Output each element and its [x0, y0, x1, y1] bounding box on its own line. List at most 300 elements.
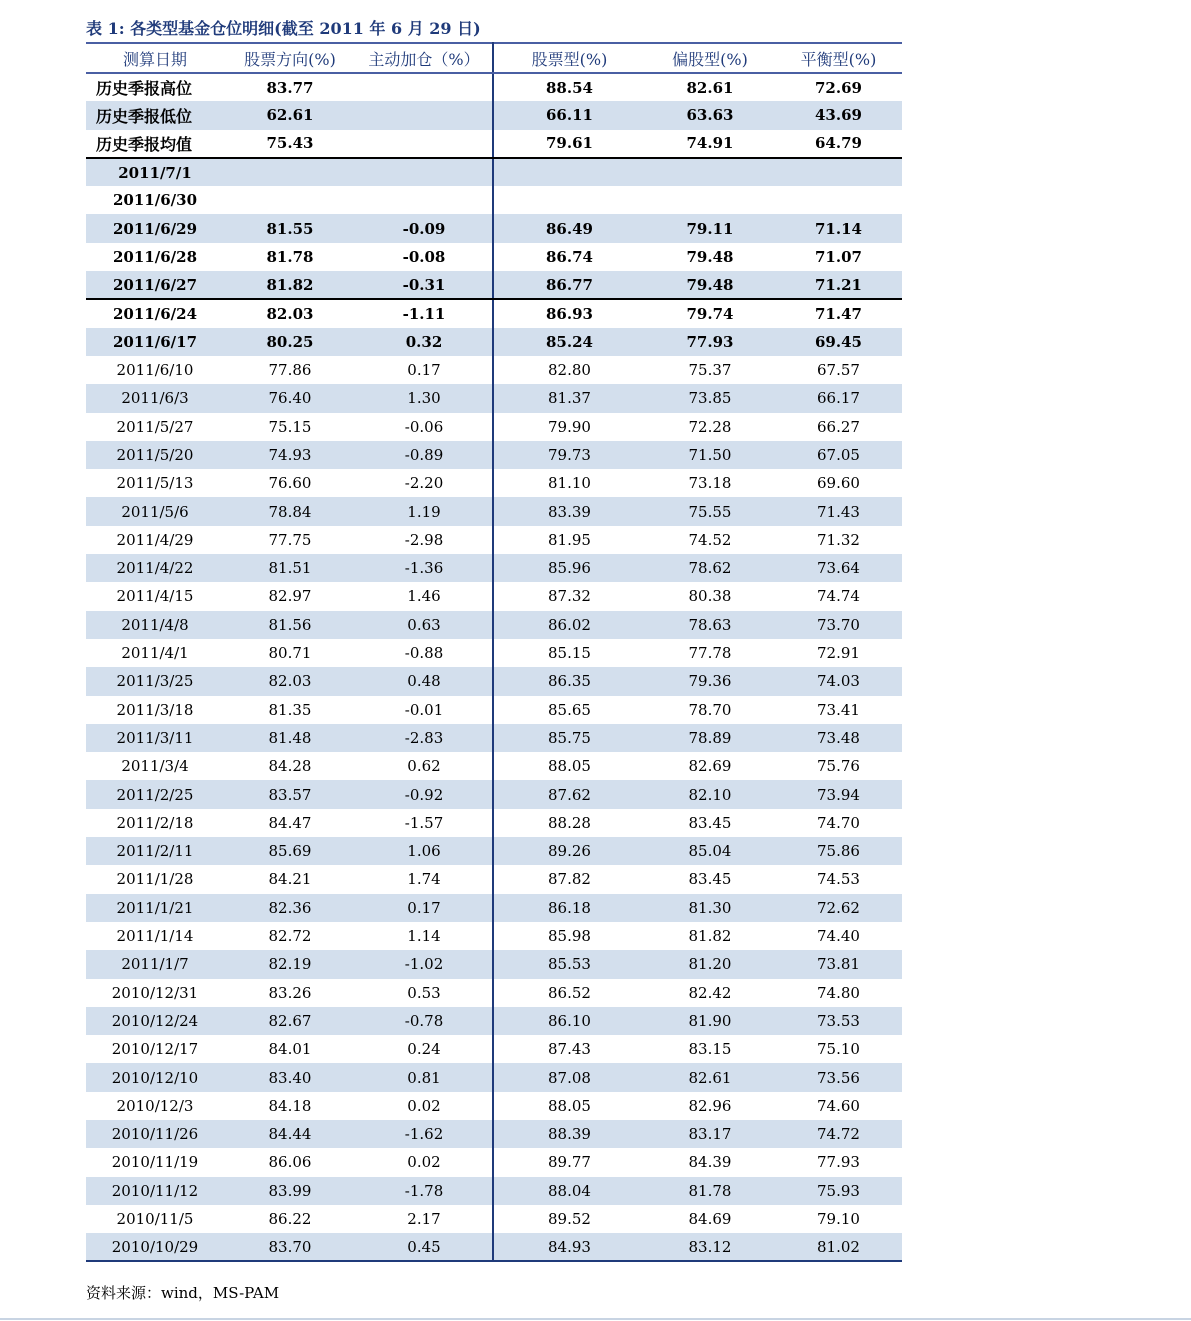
stock-direction-cell: 84.21	[268, 870, 312, 889]
date-cell: 2011/6/28	[112, 247, 198, 266]
equity-biased-cell: 81.30	[645, 894, 775, 922]
equity-biased-cell: 75.37	[688, 361, 732, 380]
balanced-cell: 75.93	[775, 1177, 902, 1205]
balanced-cell: 74.03	[775, 667, 902, 695]
date-cell: 2011/6/17	[86, 328, 224, 356]
date-cell: 2010/12/17	[111, 1040, 199, 1059]
equity-biased-cell: 83.17	[645, 1120, 775, 1148]
stock-type-cell: 87.32	[548, 587, 591, 606]
stock-type-cell: 88.39	[493, 1120, 645, 1148]
stock-direction-cell: 77.75	[268, 530, 312, 549]
stock-direction-cell: 81.78	[266, 247, 314, 266]
stock-direction-cell: 80.71	[268, 644, 312, 663]
stock-type-cell: 85.98	[548, 927, 591, 946]
stock-type-cell: 79.61	[493, 130, 645, 158]
balanced-cell: 74.40	[817, 927, 860, 946]
equity-biased-cell: 84.39	[688, 1153, 732, 1172]
active-increase-cell: 0.63	[356, 611, 493, 639]
equity-biased-cell: 78.63	[645, 611, 775, 639]
date-cell: 2011/6/27	[86, 271, 224, 299]
equity-biased-cell: 84.69	[688, 1210, 732, 1229]
balanced-cell: 66.27	[817, 417, 860, 436]
balanced-cell: 75.10	[817, 1040, 860, 1059]
table-row	[86, 356, 902, 384]
active-increase-cell: 0.32	[356, 328, 493, 356]
date-cell: 2011/2/25	[86, 780, 224, 808]
balanced-cell: 74.60	[817, 1096, 860, 1115]
table-row	[86, 441, 902, 469]
active-increase-cell: 0.45	[356, 1233, 493, 1261]
stock-type-cell: 81.95	[548, 530, 591, 549]
active-increase-cell: 0.17	[356, 894, 493, 922]
stock-type-cell: 88.04	[493, 1177, 645, 1205]
balanced-cell: 69.45	[775, 328, 902, 356]
date-cell: 2011/6/10	[116, 361, 194, 380]
stock-direction-cell: 83.77	[266, 78, 314, 97]
active-increase-cell: 1.46	[356, 582, 493, 610]
equity-biased-cell: 82.69	[688, 757, 732, 776]
balanced-cell: 69.60	[817, 474, 860, 493]
date-cell: 2011/5/27	[116, 417, 194, 436]
balanced-cell: 71.21	[775, 271, 902, 299]
stock-direction-cell: 83.70	[224, 1233, 356, 1261]
balanced-cell: 67.57	[817, 361, 860, 380]
table-row	[86, 696, 902, 724]
table-row	[86, 582, 902, 610]
table-row	[86, 1063, 902, 1091]
date-cell: 2011/4/29	[116, 530, 194, 549]
table-row	[86, 639, 902, 667]
equity-biased-cell: 85.04	[645, 837, 775, 865]
stock-type-cell: 87.82	[548, 870, 591, 889]
stock-direction-cell	[224, 186, 356, 214]
active-increase-cell: -0.92	[356, 780, 493, 808]
table-row	[86, 837, 902, 865]
table-row	[86, 1205, 902, 1233]
table-row	[86, 526, 902, 554]
table-row	[86, 724, 902, 752]
equity-biased-cell	[645, 186, 775, 214]
stock-direction-cell: 84.28	[268, 757, 312, 776]
date-cell: 2011/3/4	[121, 757, 189, 776]
table-row	[86, 809, 902, 837]
summary-row	[86, 73, 902, 101]
active-increase-cell: -0.09	[356, 214, 493, 242]
balanced-cell: 71.43	[775, 497, 902, 525]
equity-biased-cell: 75.55	[645, 497, 775, 525]
stock-type-cell	[493, 158, 645, 186]
stock-direction-cell: 84.18	[268, 1096, 312, 1115]
table-row	[86, 413, 902, 441]
stock-type-cell: 89.77	[548, 1153, 591, 1172]
date-cell: 2011/3/18	[116, 700, 194, 719]
equity-biased-cell: 81.90	[645, 1007, 775, 1035]
date-cell: 2011/4/22	[86, 554, 224, 582]
stock-type-cell: 88.54	[546, 78, 593, 97]
date-cell: 2011/7/1	[86, 158, 224, 186]
stock-direction-cell: 82.72	[268, 927, 312, 946]
summary-row	[86, 130, 902, 158]
active-increase-cell: -0.06	[356, 413, 493, 441]
balanced-cell	[775, 158, 902, 186]
balanced-cell: 74.80	[817, 983, 860, 1002]
active-increase-cell: -0.88	[356, 639, 493, 667]
table-row	[86, 611, 902, 639]
balanced-cell: 73.56	[775, 1063, 902, 1091]
stock-direction-cell: 83.99	[224, 1177, 356, 1205]
date-cell: 2010/11/19	[111, 1153, 199, 1172]
stock-direction-cell: 62.61	[224, 101, 356, 129]
table-row	[86, 1120, 902, 1148]
active-increase-cell: 1.19	[356, 497, 493, 525]
date-cell: 2010/11/5	[116, 1210, 194, 1229]
active-increase-cell: 0.48	[356, 667, 493, 695]
table-row	[86, 1148, 902, 1176]
table-row	[86, 497, 902, 525]
header-date: 测算日期	[86, 43, 224, 73]
table-row	[86, 1233, 902, 1261]
active-increase-cell: 0.81	[356, 1063, 493, 1091]
balanced-cell: 72.91	[817, 644, 860, 663]
balanced-cell: 71.14	[775, 214, 902, 242]
stock-type-cell: 86.74	[546, 247, 593, 266]
equity-biased-cell: 82.96	[688, 1096, 732, 1115]
stock-type-cell: 81.37	[493, 384, 645, 412]
active-increase-cell	[356, 101, 493, 129]
active-increase-cell: -1.36	[356, 554, 493, 582]
stock-type-cell: 87.08	[493, 1063, 645, 1091]
date-cell: 2011/1/14	[116, 927, 194, 946]
stock-type-cell: 86.77	[493, 271, 645, 299]
stock-direction-cell: 85.69	[224, 837, 356, 865]
balanced-cell: 73.53	[775, 1007, 902, 1035]
equity-biased-cell: 83.12	[645, 1233, 775, 1261]
date-cell: 2011/1/28	[116, 870, 194, 889]
stock-direction-cell: 82.03	[224, 667, 356, 695]
stock-direction-cell: 77.86	[268, 361, 312, 380]
balanced-cell: 71.07	[815, 247, 862, 266]
date-cell: 2010/11/12	[86, 1177, 224, 1205]
active-increase-cell: 1.06	[356, 837, 493, 865]
stock-type-cell: 86.49	[493, 214, 645, 242]
equity-biased-cell: 74.52	[688, 530, 732, 549]
table-row	[86, 328, 902, 356]
active-increase-cell: 1.30	[356, 384, 493, 412]
stock-type-cell: 86.18	[493, 894, 645, 922]
table-row	[86, 1035, 902, 1063]
balanced-cell: 73.81	[775, 950, 902, 978]
stock-direction-cell: 81.55	[224, 214, 356, 242]
equity-biased-cell: 83.45	[688, 870, 732, 889]
table-row	[86, 554, 902, 582]
stock-type-cell: 85.65	[548, 700, 591, 719]
header-stock-direction: 股票方向(%)	[224, 43, 356, 73]
active-increase-cell	[356, 158, 493, 186]
balanced-cell: 74.70	[817, 813, 860, 832]
stock-type-cell: 86.02	[493, 611, 645, 639]
active-increase-cell: -1.57	[356, 809, 493, 837]
equity-biased-cell: 73.85	[645, 384, 775, 412]
active-increase-cell: -2.83	[356, 724, 493, 752]
stock-direction-cell: 75.15	[268, 417, 312, 436]
stock-type-cell: 86.93	[546, 305, 593, 324]
equity-biased-cell: 79.48	[645, 271, 775, 299]
balanced-cell: 74.53	[817, 870, 860, 889]
stock-type-cell: 85.75	[493, 724, 645, 752]
balanced-cell: 71.47	[815, 305, 862, 324]
active-increase-cell	[356, 130, 493, 158]
stock-direction-cell	[224, 158, 356, 186]
stock-type-cell: 83.39	[493, 497, 645, 525]
date-cell: 2011/4/1	[121, 644, 189, 663]
equity-biased-cell: 71.50	[645, 441, 775, 469]
stock-direction-cell: 76.60	[268, 474, 312, 493]
active-increase-cell: -0.01	[356, 696, 493, 724]
stock-direction-cell: 82.19	[224, 950, 356, 978]
equity-biased-cell: 74.91	[645, 130, 775, 158]
stock-direction-cell: 86.06	[268, 1153, 312, 1172]
active-increase-cell: -1.02	[356, 950, 493, 978]
balanced-cell: 73.64	[775, 554, 902, 582]
table-row	[86, 865, 902, 893]
active-increase-cell: -2.20	[356, 469, 493, 497]
balanced-cell: 79.10	[817, 1210, 860, 1229]
stock-direction-cell: 84.44	[224, 1120, 356, 1148]
stock-type-cell: 86.52	[548, 983, 591, 1002]
table-row	[86, 1177, 902, 1205]
stock-direction-cell: 84.47	[268, 813, 312, 832]
summary-row	[86, 101, 902, 129]
stock-type-cell: 88.28	[548, 813, 591, 832]
date-cell: 2011/1/7	[86, 950, 224, 978]
stock-type-cell: 79.73	[493, 441, 645, 469]
balanced-cell: 72.62	[775, 894, 902, 922]
table-row	[86, 780, 902, 808]
equity-biased-cell: 82.61	[686, 78, 734, 97]
date-cell: 2011/4/8	[86, 611, 224, 639]
stock-type-cell: 87.62	[493, 780, 645, 808]
active-increase-cell: 1.74	[356, 865, 493, 893]
date-cell: 2011/6/24	[112, 305, 198, 324]
stock-direction-cell: 82.36	[224, 894, 356, 922]
active-increase-cell: 0.62	[356, 752, 493, 780]
equity-biased-cell	[645, 158, 775, 186]
stock-direction-cell: 84.01	[268, 1040, 312, 1059]
table-row	[86, 979, 902, 1007]
stock-type-cell: 88.05	[548, 757, 591, 776]
date-cell: 2011/5/20	[86, 441, 224, 469]
table-row	[86, 1092, 902, 1120]
stock-direction-cell: 75.43	[224, 130, 356, 158]
balanced-cell: 73.41	[817, 700, 860, 719]
header-balanced: 平衡型(%)	[775, 43, 902, 73]
stock-direction-cell: 83.40	[224, 1063, 356, 1091]
equity-biased-cell: 79.74	[686, 305, 734, 324]
equity-biased-cell: 78.62	[645, 554, 775, 582]
balanced-cell: 73.70	[775, 611, 902, 639]
stock-type-cell: 85.15	[548, 644, 591, 663]
equity-biased-cell: 77.93	[645, 328, 775, 356]
stock-type-cell: 89.52	[548, 1210, 591, 1229]
equity-biased-cell: 82.42	[688, 983, 732, 1002]
table-row	[86, 950, 902, 978]
balanced-cell: 74.72	[775, 1120, 902, 1148]
stock-direction-cell: 80.25	[224, 328, 356, 356]
table-row	[86, 667, 902, 695]
source-note: 资料来源：wind，MS-PAM	[86, 1284, 280, 1302]
balanced-cell: 72.69	[815, 78, 862, 97]
stock-direction-cell: 86.22	[268, 1210, 312, 1229]
table-row	[86, 158, 902, 186]
active-increase-cell	[356, 186, 493, 214]
date-cell: 2011/6/3	[86, 384, 224, 412]
date-cell: 历史季报高位	[96, 79, 193, 99]
date-cell: 2011/6/29	[86, 214, 224, 242]
equity-biased-cell: 63.63	[645, 101, 775, 129]
date-cell: 2011/3/25	[86, 667, 224, 695]
date-cell: 2011/1/21	[86, 894, 224, 922]
table-row	[86, 299, 902, 327]
table-row	[86, 922, 902, 950]
stock-direction-cell: 81.48	[224, 724, 356, 752]
active-increase-cell: 0.17	[356, 356, 493, 384]
equity-biased-cell: 81.82	[688, 927, 732, 946]
active-increase-cell	[356, 73, 493, 101]
stock-type-cell: 85.53	[493, 950, 645, 978]
balanced-cell: 74.74	[817, 587, 860, 606]
stock-direction-cell: 81.56	[224, 611, 356, 639]
stock-direction-cell: 81.35	[268, 700, 312, 719]
table-title: 表 1: 各类型基金仓位明细(截至 2011 年 6 月 29 日)	[86, 19, 481, 38]
date-cell: 2011/5/13	[116, 474, 194, 493]
balanced-cell: 75.86	[775, 837, 902, 865]
stock-direction-cell: 81.51	[224, 554, 356, 582]
equity-biased-cell: 78.70	[688, 700, 732, 719]
active-increase-cell: -1.62	[356, 1120, 493, 1148]
active-increase-cell: -0.78	[356, 1007, 493, 1035]
header-equity-biased: 偏股型(%)	[645, 43, 775, 73]
date-cell: 2010/11/26	[86, 1120, 224, 1148]
stock-direction-cell: 83.57	[224, 780, 356, 808]
active-increase-cell: 1.14	[356, 922, 493, 950]
stock-type-cell: 79.90	[548, 417, 591, 436]
balanced-cell: 67.05	[775, 441, 902, 469]
equity-biased-cell: 72.28	[688, 417, 732, 436]
stock-direction-cell: 83.26	[268, 983, 312, 1002]
header-active-increase: 主动加仓（%）	[356, 43, 493, 73]
balanced-cell: 66.17	[775, 384, 902, 412]
stock-direction-cell: 74.93	[224, 441, 356, 469]
table-row	[86, 271, 902, 299]
equity-biased-cell: 82.10	[645, 780, 775, 808]
balanced-cell: 75.76	[817, 757, 860, 776]
balanced-cell: 64.79	[775, 130, 902, 158]
equity-biased-cell: 81.78	[645, 1177, 775, 1205]
date-cell: 2011/5/6	[86, 497, 224, 525]
stock-type-cell: 89.26	[493, 837, 645, 865]
stock-direction-cell: 76.40	[224, 384, 356, 412]
equity-biased-cell: 79.11	[645, 214, 775, 242]
equity-biased-cell: 82.61	[645, 1063, 775, 1091]
equity-biased-cell: 79.36	[645, 667, 775, 695]
active-increase-cell: 0.24	[356, 1035, 493, 1063]
equity-biased-cell: 83.15	[688, 1040, 732, 1059]
stock-type-cell: 85.96	[493, 554, 645, 582]
equity-biased-cell: 81.20	[645, 950, 775, 978]
date-cell: 历史季报低位	[86, 101, 224, 129]
date-cell: 2011/6/30	[112, 191, 198, 210]
stock-direction-cell: 82.67	[224, 1007, 356, 1035]
table-row	[86, 752, 902, 780]
balanced-cell	[775, 186, 902, 214]
stock-type-cell: 81.10	[548, 474, 591, 493]
date-cell: 2011/4/15	[116, 587, 194, 606]
stock-type-cell	[493, 186, 645, 214]
stock-type-cell: 88.05	[548, 1096, 591, 1115]
stock-type-cell: 85.24	[493, 328, 645, 356]
date-cell: 2010/12/10	[86, 1063, 224, 1091]
active-increase-cell: -0.31	[356, 271, 493, 299]
fund-position-table	[86, 42, 902, 1262]
balanced-cell: 71.32	[817, 530, 860, 549]
footer-divider	[0, 1318, 1191, 1320]
stock-direction-cell: 82.97	[268, 587, 312, 606]
equity-biased-cell: 73.18	[688, 474, 732, 493]
stock-type-cell: 86.10	[493, 1007, 645, 1035]
active-increase-cell: 0.02	[356, 1148, 493, 1176]
stock-type-cell: 84.93	[493, 1233, 645, 1261]
balanced-cell: 77.93	[817, 1153, 860, 1172]
table-row	[86, 214, 902, 242]
table-row	[86, 894, 902, 922]
stock-direction-cell: 81.82	[224, 271, 356, 299]
date-cell: 2010/10/29	[86, 1233, 224, 1261]
table-row	[86, 1007, 902, 1035]
equity-biased-cell: 83.45	[688, 813, 732, 832]
active-increase-cell: -1.78	[356, 1177, 493, 1205]
equity-biased-cell: 78.89	[645, 724, 775, 752]
table-row	[86, 186, 902, 214]
table-header-row	[86, 43, 902, 73]
stock-type-cell: 86.35	[493, 667, 645, 695]
equity-biased-cell: 80.38	[688, 587, 732, 606]
balanced-cell: 73.48	[775, 724, 902, 752]
active-increase-cell: 0.53	[356, 979, 493, 1007]
date-cell: 2011/3/11	[86, 724, 224, 752]
date-cell: 历史季报均值	[86, 130, 224, 158]
equity-biased-cell: 79.48	[686, 247, 734, 266]
active-increase-cell: -0.89	[356, 441, 493, 469]
active-increase-cell: 0.02	[356, 1092, 493, 1120]
stock-direction-cell: 82.03	[266, 305, 314, 324]
date-cell: 2010/12/3	[116, 1096, 194, 1115]
stock-type-cell: 66.11	[493, 101, 645, 129]
header-stock-type: 股票型(%)	[493, 43, 645, 73]
date-cell: 2010/12/24	[86, 1007, 224, 1035]
balanced-cell: 43.69	[775, 101, 902, 129]
table-row	[86, 243, 902, 271]
date-cell: 2010/12/31	[111, 983, 199, 1002]
balanced-cell: 81.02	[775, 1233, 902, 1261]
equity-biased-cell: 77.78	[688, 644, 732, 663]
active-increase-cell: -1.11	[356, 299, 493, 327]
stock-type-cell: 82.80	[548, 361, 591, 380]
active-increase-cell: 2.17	[356, 1205, 493, 1233]
balanced-cell: 73.94	[775, 780, 902, 808]
stock-type-cell: 87.43	[548, 1040, 591, 1059]
active-increase-cell: -2.98	[356, 526, 493, 554]
date-cell: 2011/2/11	[86, 837, 224, 865]
